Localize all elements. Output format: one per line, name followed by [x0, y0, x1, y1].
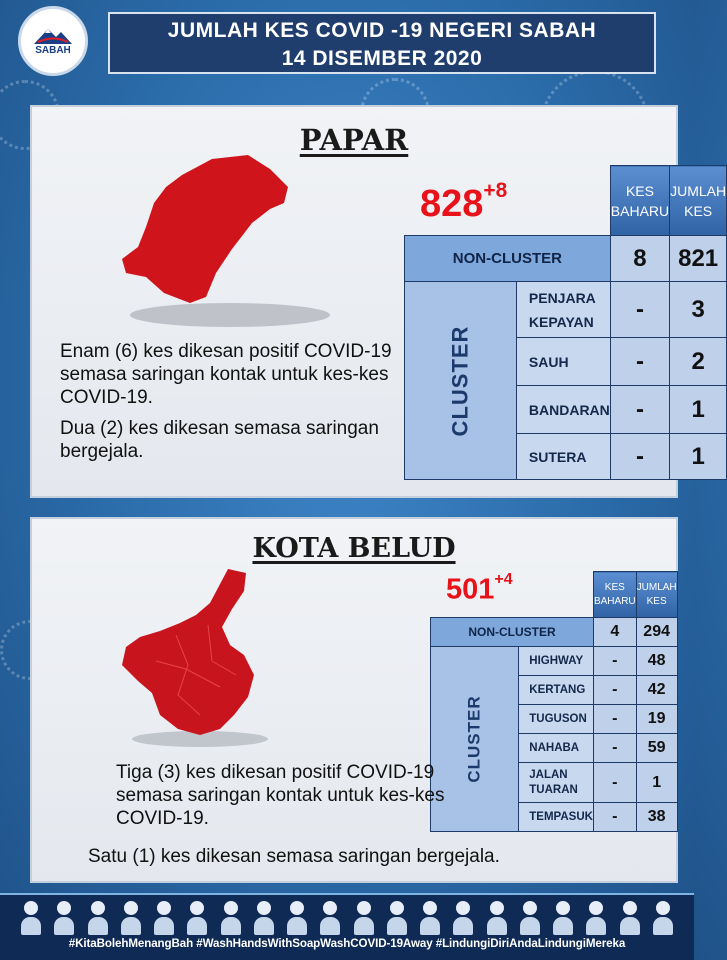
cluster-total: 2	[670, 338, 727, 386]
person-icon	[153, 899, 175, 935]
cluster-label: CLUSTER	[405, 282, 517, 480]
kota-belud-map	[116, 565, 276, 751]
cluster-name: TUGUSON	[519, 705, 594, 734]
person-icon	[286, 899, 308, 935]
total-number: 501	[446, 573, 495, 606]
cluster-new: -	[610, 434, 669, 480]
col-header-total: JUMLAH KES	[670, 166, 727, 236]
person-icon	[552, 899, 574, 935]
col-header-new: KES BAHARU	[593, 572, 636, 618]
cluster-new: -	[593, 676, 636, 705]
person-icon	[87, 899, 109, 935]
non-cluster-label: NON-CLUSTER	[431, 618, 594, 647]
non-cluster-label: NON-CLUSTER	[405, 236, 611, 282]
papar-map	[120, 147, 350, 337]
person-icon	[585, 899, 607, 935]
description-symptomatic: Dua (2) kes dikesan semasa saringan bergejala.	[60, 418, 379, 462]
cluster-name: JALAN TUARAN	[519, 763, 594, 803]
total-number: 828	[420, 182, 484, 225]
cluster-new: -	[593, 647, 636, 676]
cluster-total: 48	[636, 647, 677, 676]
cluster-name: PENJARA KEPAYAN	[516, 282, 610, 338]
cluster-name: SUTERA	[516, 434, 610, 480]
person-icon	[253, 899, 275, 935]
cluster-new: -	[610, 386, 669, 434]
district-title: PAPAR	[299, 123, 409, 157]
cluster-name: NAHABA	[519, 734, 594, 763]
description-symptomatic: Satu (1) kes dikesan semasa saringan bergejala.	[88, 846, 500, 867]
cluster-new: -	[593, 705, 636, 734]
mountain-icon	[34, 26, 72, 44]
title-line-1: JUMLAH KES COVID -19 NEGERI SABAH	[167, 19, 597, 42]
person-icon	[353, 899, 375, 935]
person-icon	[319, 899, 341, 935]
district-title: KOTA BELUD	[252, 533, 456, 564]
cluster-total: 19	[636, 705, 677, 734]
footer-banner	[0, 893, 694, 960]
cluster-name: KERTANG	[519, 676, 594, 705]
description-contact: Enam (6) kes dikesan positif COVID-19 semasa saringan kontak untuk kes-kes COVID-19.	[60, 341, 392, 408]
non-cluster-total: 821	[670, 236, 727, 282]
papar-panel	[30, 105, 727, 498]
increase-number: +8	[483, 179, 508, 202]
person-icon	[186, 899, 208, 935]
increase-number: +4	[494, 571, 513, 588]
non-cluster-new: 4	[593, 618, 636, 647]
kota-belud-panel	[30, 517, 678, 883]
person-icon	[120, 899, 142, 935]
cluster-total: 1	[670, 386, 727, 434]
person-icon	[652, 899, 674, 935]
cluster-new: -	[593, 803, 636, 832]
cluster-total: 59	[636, 734, 677, 763]
person-icon	[486, 899, 508, 935]
health-department-logo	[18, 6, 88, 76]
frontliners-illustration	[20, 899, 674, 937]
col-header-new: KES BAHARU	[610, 166, 669, 236]
person-icon	[20, 899, 42, 935]
cluster-total: 1	[670, 434, 727, 480]
person-icon	[452, 899, 474, 935]
page-title	[108, 12, 656, 74]
person-icon	[53, 899, 75, 935]
description-contact: Tiga (3) kes dikesan positif COVID-19 semasa saringan kontak untuk kes-kes COVID-19.	[116, 762, 445, 829]
cluster-new: -	[593, 734, 636, 763]
person-icon	[419, 899, 441, 935]
person-icon	[386, 899, 408, 935]
hashtags: #KitaBolehMenangBah #WashHandsWithSoapWashCOVID-19Away #LindungiDiriAndaLindungiMereka	[68, 937, 626, 950]
case-table	[404, 165, 727, 480]
cluster-new: -	[610, 282, 669, 338]
cluster-name: SAUH	[516, 338, 610, 386]
cluster-total: 1	[636, 763, 677, 803]
logo-text: SABAH	[35, 45, 71, 56]
case-table	[430, 571, 678, 832]
cluster-label: CLUSTER	[431, 647, 519, 832]
non-cluster-total: 294	[636, 618, 677, 647]
person-icon	[220, 899, 242, 935]
cluster-total: 3	[670, 282, 727, 338]
cluster-total: 42	[636, 676, 677, 705]
non-cluster-new: 8	[610, 236, 669, 282]
cluster-name: HIGHWAY	[519, 647, 594, 676]
cluster-name: TEMPASUK	[519, 803, 594, 832]
person-icon	[519, 899, 541, 935]
col-header-total: JUMLAH KES	[636, 572, 677, 618]
cluster-new: -	[610, 338, 669, 386]
cluster-new: -	[593, 763, 636, 803]
title-date: 14 DISEMBER 2020	[281, 47, 483, 70]
cluster-name: BANDARAN	[516, 386, 610, 434]
person-icon	[619, 899, 641, 935]
cluster-total: 38	[636, 803, 677, 832]
